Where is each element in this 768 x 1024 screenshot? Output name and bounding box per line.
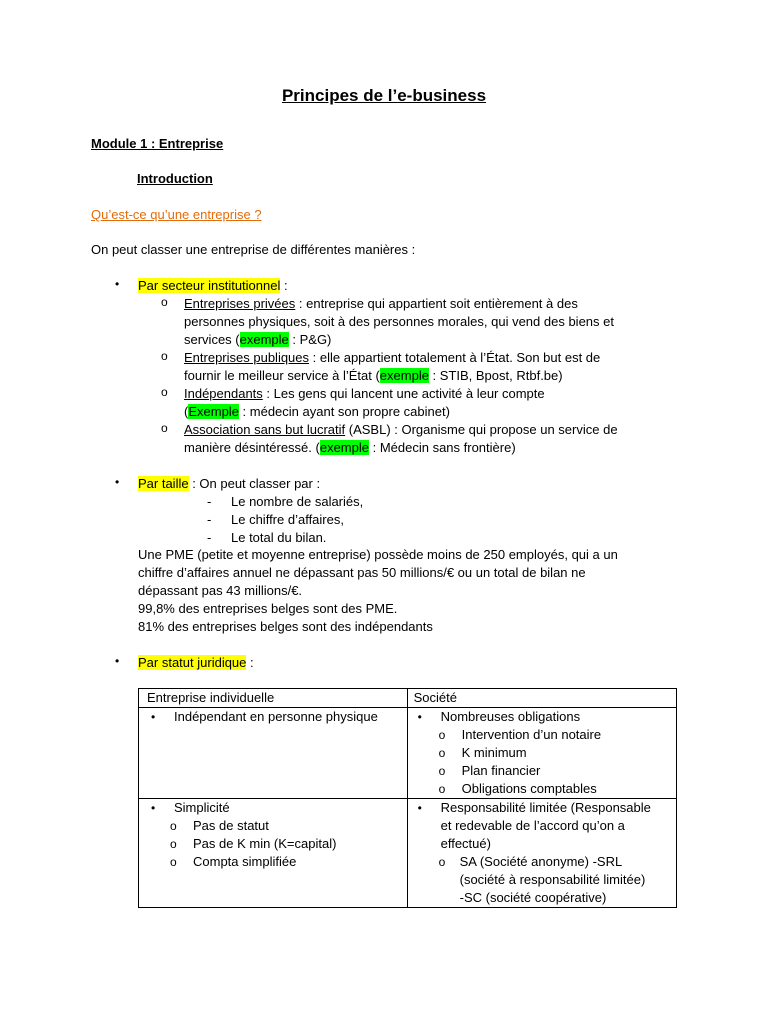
circle-glyph: o [170, 819, 177, 833]
legal-line: Par statut juridique : [138, 655, 254, 670]
size-item: Le chiffre d’affaires, [231, 512, 344, 527]
circle-glyph: o [438, 746, 446, 760]
example-highlight: exemple [239, 332, 289, 347]
sector-item-public: Entreprises publiques : elle appartient totalement à l’État. Son but est de [184, 350, 601, 365]
bullet-glyph: • [151, 801, 156, 815]
question-heading: Qu’est-ce qu’une entreprise ? [91, 207, 262, 222]
size-line: Par taille : On peut classer par : [138, 476, 321, 491]
bullet-glyph: • [115, 475, 120, 489]
sector-item-private: Entreprises privées : entreprise qui appartient soit entièrement à des [184, 296, 578, 311]
sector-label: Par secteur institutionnel [138, 278, 281, 293]
pme-stat-1: 99,8% des entreprises belges sont des PME. [138, 601, 398, 616]
circle-glyph: o [161, 421, 168, 435]
table-cell: • Nombreuses obligations o Intervention d’un notaire o K minimum o Plan financier o Obligations comptables [407, 708, 676, 799]
circle-glyph: o [161, 349, 168, 363]
pme-paragraph-line1: Une PME (petite et moyenne entreprise) possède moins de 250 employés, qui a un [138, 547, 618, 562]
sector-item-private-line3: services (exemple : P&G) [184, 332, 332, 347]
circle-glyph: o [170, 855, 177, 869]
circle-glyph: o [170, 837, 177, 851]
dash-glyph: - [207, 530, 212, 545]
size-item: Le nombre de salariés, [231, 494, 364, 509]
table-header-row [139, 689, 677, 708]
bullet-glyph: • [115, 654, 120, 668]
circle-glyph: o [438, 764, 446, 778]
sector-item-independent: Indépendants : Les gens qui lancent une activité à leur compte [184, 386, 545, 401]
legal-status-table [138, 688, 677, 908]
circle-glyph: o [161, 385, 168, 399]
sector-item-private-line2: personnes physiques, soit à des personnes morales, qui vend des biens et [184, 314, 614, 329]
intro-heading: Introduction [137, 171, 213, 186]
bullet-glyph: • [417, 801, 422, 815]
example-highlight: exemple [379, 368, 429, 383]
circle-glyph: o [438, 728, 446, 742]
bullet-glyph: • [417, 710, 422, 724]
sector-item-asbl-line2: manière désintéressé. (exemple : Médecin sans frontière) [184, 440, 516, 455]
bullet-glyph: • [151, 710, 156, 724]
dash-glyph: - [207, 494, 212, 509]
circle-glyph: o [438, 855, 446, 869]
table-cell: • Responsabilité limitée (Responsable et redevable de l’accord qu’on a effectué) o SA (Société anonyme) -SRL (société à responsabilité limitée) -SC (société coopérative) [407, 799, 676, 908]
lead-paragraph: On peut classer une entreprise de différentes manières : [91, 242, 416, 257]
table-cell: • Simplicité o Pas de statut o Pas de K min (K=capital) o Compta simplifiée [139, 799, 408, 908]
circle-glyph: o [161, 295, 168, 309]
table-row [139, 799, 677, 908]
dash-glyph: - [207, 512, 212, 527]
size-label: Par taille [138, 476, 189, 491]
document-title: Principes de l’e-business [281, 86, 487, 105]
sector-item-independent-line2: (Exemple : médecin ayant son propre cabinet) [184, 404, 450, 419]
size-item: Le total du bilan. [231, 530, 327, 545]
sector-after: : [280, 278, 288, 293]
table-cell: • Indépendant en personne physique [139, 708, 408, 799]
example-highlight: exemple [319, 440, 369, 455]
circle-glyph: o [438, 782, 446, 796]
table-row [139, 708, 677, 799]
pme-paragraph-line3: dépassant pas 43 millions/€. [138, 583, 303, 598]
example-highlight: Exemple [188, 404, 239, 419]
sector-item-asbl: Association sans but lucratif (ASBL) : Organisme qui propose un service de [184, 422, 618, 437]
pme-stat-2: 81% des entreprises belges sont des indépendants [138, 619, 433, 634]
sector-item-public-line2: fournir le meilleur service à l’État (exemple : STIB, Bpost, Rtbf.be) [184, 368, 563, 383]
module-heading: Module 1 : Entreprise [91, 136, 224, 151]
sector-line [138, 277, 288, 295]
bullet-glyph: • [115, 277, 120, 291]
legal-label: Par statut juridique [138, 655, 247, 670]
pme-paragraph-line2: chiffre d’affaires annuel ne dépassant pas 50 millions/€ ou un total de bilan ne [138, 565, 586, 580]
table-header-cell: Société [407, 689, 676, 708]
table-header-cell: Entreprise individuelle [139, 689, 408, 708]
